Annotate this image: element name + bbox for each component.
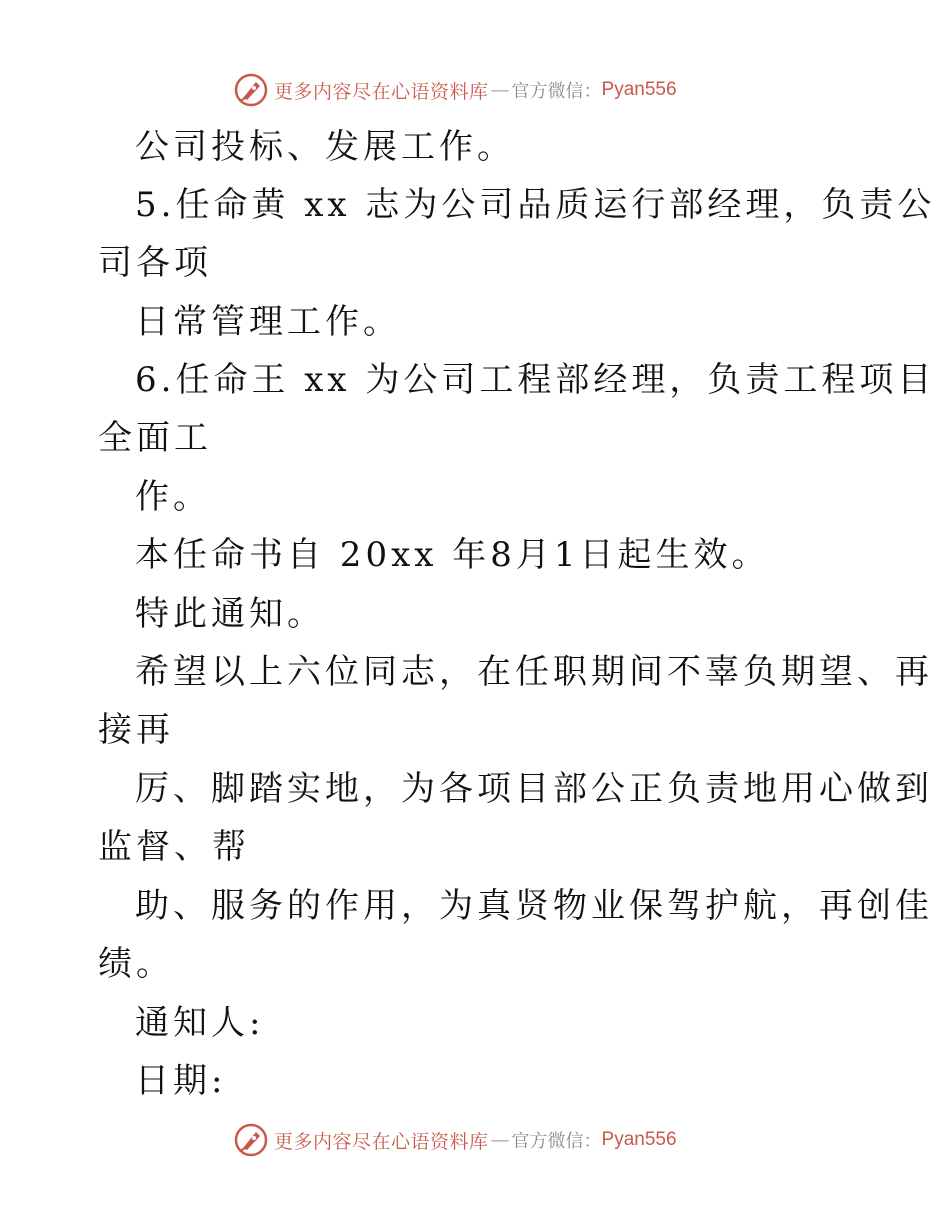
doc-line: 希望以上六位同志，在任职期间不辜负期望、再 <box>135 652 933 692</box>
watermark-wechat-id: Pyan556 <box>601 79 677 100</box>
doc-line: 厉、脚踏实地，为各项目部公正负责地用心做到 <box>135 769 933 809</box>
watermark-main-text: 更多内容尽在心语资料库 <box>274 1130 489 1153</box>
doc-line: 监督、帮 <box>98 827 250 867</box>
watermark-dash: — <box>490 79 510 101</box>
watermark-sub-text: 官方微信： <box>511 81 602 102</box>
watermark-wechat-id: Pyan556 <box>601 1129 677 1150</box>
doc-line: 司各项 <box>98 243 212 283</box>
doc-line: 特此通知。 <box>135 594 325 634</box>
doc-line: 通知人: <box>135 1003 265 1043</box>
header-watermark <box>234 72 677 108</box>
watermark-main-text: 更多内容尽在心语资料库 <box>274 80 489 103</box>
doc-line: 全面工 <box>98 418 212 458</box>
doc-line: 接再 <box>98 710 174 750</box>
watermark-dash: — <box>490 1129 510 1151</box>
doc-line: 绩。 <box>98 944 174 984</box>
footer-watermark <box>234 1122 677 1158</box>
doc-line: 助、服务的作用，为真贤物业保驾护航，再创佳 <box>135 886 933 926</box>
pen-nib-logo-icon <box>234 1123 268 1157</box>
doc-line: 6.任命王 xx 为公司工程部经理，负责工程项目 <box>135 360 936 400</box>
doc-line: 日期: <box>135 1061 227 1101</box>
pen-nib-logo-icon <box>234 73 268 107</box>
watermark-sub-text: 官方微信： <box>511 1131 602 1152</box>
doc-line: 本任命书自 20xx 年8月1日起生效。 <box>135 535 770 575</box>
doc-line: 作。 <box>135 477 211 517</box>
doc-line: 日常管理工作。 <box>135 302 401 342</box>
doc-line: 公司投标、发展工作。 <box>135 127 515 167</box>
doc-line: 5.任命黄 xx 志为公司品质运行部经理，负责公 <box>135 185 936 225</box>
